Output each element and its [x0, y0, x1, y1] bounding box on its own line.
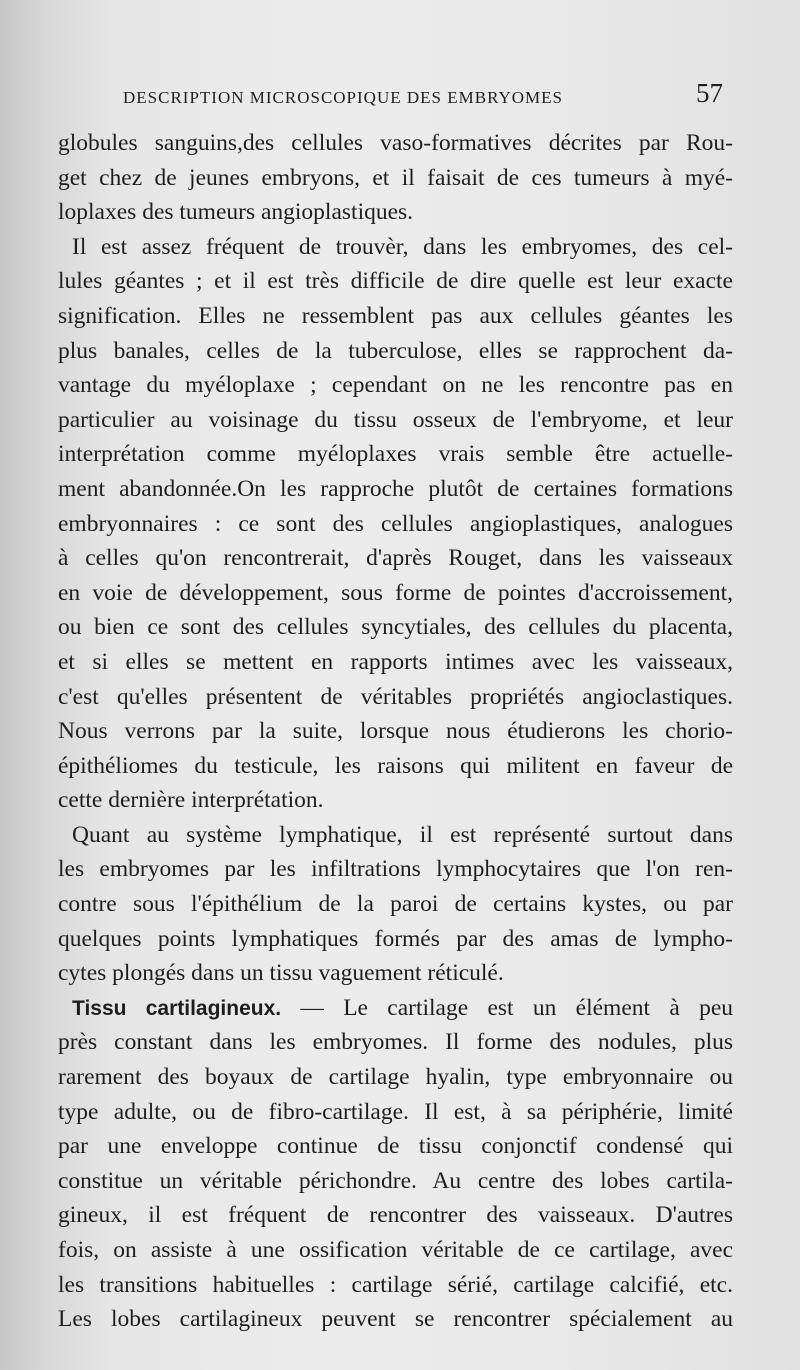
text-line: get chez de jeunes embryons, et il faisait de ces tumeurs à myé-: [58, 164, 733, 191]
text-line: ou bien ce sont des cellules syncytiales, des cellules du placenta,: [58, 614, 733, 641]
text-line: [58, 991, 733, 1026]
text-line: globules sanguins,des cellules vaso-formatives décrites par Rou-: [58, 130, 733, 156]
text-line: particulier au voisinage du tissu osseux de l'embryome, et leur: [58, 406, 733, 433]
text-line: Les lobes cartilagineux peuvent se rencontrer spécialement au: [58, 1306, 733, 1333]
text-line: les transitions habituelles : cartilage sérié, cartilage calcifié, etc.: [58, 1271, 733, 1298]
text-line: interprétation comme myéloplaxes vrais semble être actuelle-: [58, 441, 733, 468]
text-line: les embryomes par les infiltrations lymphocytaires que l'on ren-: [58, 856, 733, 883]
text-line: cytes plongés dans un tissu vaguement réticulé.: [58, 960, 504, 987]
text-line: rarement des boyaux de cartilage hyalin, type embryonnaire ou: [58, 1064, 733, 1091]
page-number: 57: [696, 78, 723, 108]
text-line: embryonnaires : ce sont des cellules angioplastiques, analogues: [58, 510, 733, 537]
section-heading: Tissu cartilagineux.: [72, 996, 282, 1020]
text-line: gineux, il est fréquent de rencontrer des vaisseaux. D'autres: [58, 1202, 733, 1229]
text-line: vantage du myéloplaxe ; cependant on ne les rencontre pas en: [58, 372, 733, 399]
text-line: par une enveloppe continue de tissu conjonctif condensé qui: [58, 1133, 733, 1160]
text-line: à celles qu'on rencontrerait, d'après Rouget, dans les vaisseaux: [58, 545, 733, 572]
text-line: en voie de développement, sous forme de pointes d'accroissement,: [58, 579, 733, 606]
text-line: Nous verrons par la suite, lorsque nous étudierons les chorio-: [58, 718, 733, 745]
text-line: c'est qu'elles présentent de véritables propriétés angioclastiques.: [58, 683, 733, 710]
text-line: ment abandonnée.On les rapproche plutôt de certaines formations: [58, 475, 733, 502]
paragraph: [58, 991, 733, 1337]
text-line: et si elles se mettent en rapports intimes avec les vaisseaux,: [58, 648, 733, 675]
body-text: [58, 126, 733, 1337]
running-head: [123, 78, 723, 116]
text-line: Il est assez fréquent de trouvèr, dans les embryomes, des cel-: [72, 233, 733, 260]
text-line: fois, on assiste à une ossification véritable de ce cartilage, avec: [58, 1237, 733, 1263]
text-line: loplaxes des tumeurs angioplastiques.: [58, 199, 414, 226]
text-line: constitue un véritable périchondre. Au centre des lobes cartila-: [58, 1167, 733, 1194]
text-line: Quant au système lymphatique, il est représenté surtout dans: [72, 821, 733, 848]
running-title: DESCRIPTION MICROSCOPIQUE DES EMBRYOMES: [123, 88, 563, 107]
text-line: plus banales, celles de la tuberculose, elles se rapprochent da-: [58, 337, 733, 364]
text-line: lules géantes ; et il est très difficile de dire quelle est leur exacte: [58, 268, 733, 295]
heading-continuation: — Le cartilage est un élément à peu: [281, 994, 733, 1021]
text-line: quelques points lymphatiques formés par des amas de lympho-: [58, 925, 733, 952]
text-line: près constant dans les embryomes. Il forme des nodules, plus: [58, 1029, 733, 1056]
paragraph: [58, 126, 733, 230]
text-line: cette dernière interprétation.: [58, 787, 324, 814]
text-line: contre sous l'épithélium de la paroi de certains kystes, ou par: [58, 891, 733, 918]
text-line: épithéliomes du testicule, les raisons qui militent en faveur de: [58, 752, 733, 779]
text-line: type adulte, ou de fibro-cartilage. Il est, à sa périphérie, limité: [58, 1098, 733, 1125]
paragraph: [58, 230, 733, 818]
paragraph: [58, 818, 733, 991]
text-line: signification. Elles ne ressemblent pas aux cellules géantes les: [58, 302, 733, 329]
